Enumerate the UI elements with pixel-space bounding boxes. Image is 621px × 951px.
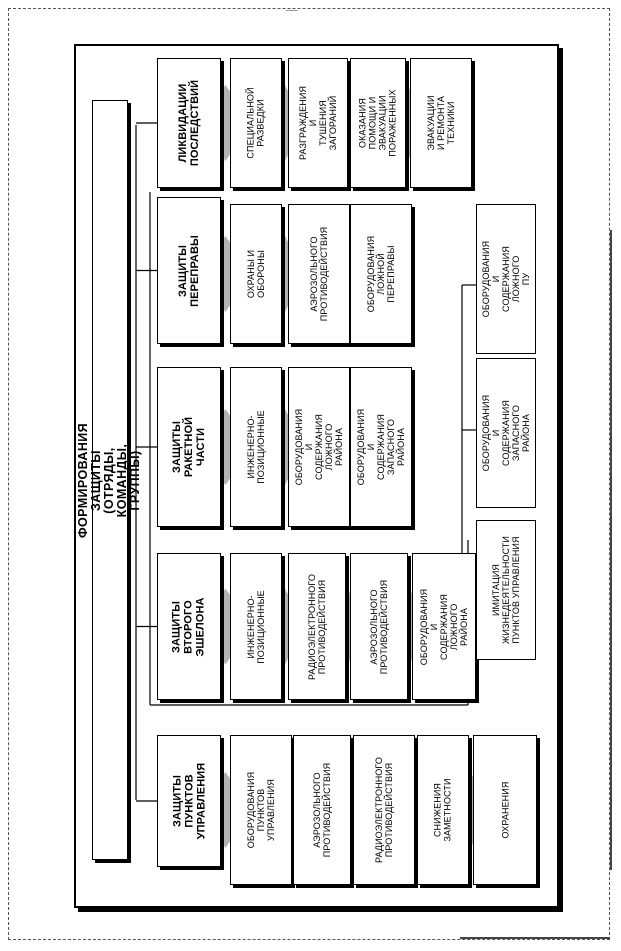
column-3-item-0 [230,204,282,344]
column-1-item-1-label: РАДИОЭЛЕКТРОННОГО ПРОТИВОДЕЙСТВИЯ [307,573,327,680]
common-item-1-label: ОБОРУДОВАНИЯ И СОДЕРЖАНИЯ ЗАПАСНОГО РАЙОНА [481,394,531,472]
column-4-item-1-label: РАЗГРАЖДЕНИЯ И ТУШЕНИЯ ЗАГОРАНИЙ [298,85,338,161]
common-item-1 [476,358,536,508]
column-0-item-2-label: РАДИОЭЛЕКТРОННОГО ПРОТИВОДЕЙСТВИЯ [374,757,394,863]
column-2-head [157,367,221,527]
common-item-0 [476,520,536,660]
column-3-item-2 [350,204,412,344]
column-4-item-2-label: ОКАЗАНИЯ ПОМОЩИ И ЭВАКУАЦИИ ПОРАЖЕННЫХ [358,89,398,157]
diagram-title-box [76,100,143,860]
column-2-item-1-label: ОБОРУДОВАНИЯ И СОДЕРЖАНИЯ ЛОЖНОГО РАЙОНА [294,408,344,486]
column-3-item-1 [288,204,350,344]
common-item-2-label: ОБОРУДОВАНИЯ И СОДЕРЖАНИЯ ЛОЖНОГО ПУ [481,240,531,318]
column-2-item-2-label: ОБОРУДОВАНИЯ И СОДЕРЖАНИЯ ЗАПАСНОГО РАЙОНА [356,408,406,486]
column-0-item-2 [353,735,415,885]
column-1-item-2 [350,553,408,700]
column-3-item-0-label: ОХРАНЫ И ОБОРОНЫ [246,249,266,299]
column-0-item-0 [230,735,292,885]
column-1-item-2-label: АЭРОЗОЛЬНОГО ПРОТИВОДЕЙСТВИЯ [369,579,390,674]
common-item-0-label: ИМИТАЦИЯ ЖИЗНЕДЕЯТЕЛЬНОСТИ ПУНКТОВ УПРАВЛЕНИЯ [491,536,521,644]
column-4-item-0 [230,58,282,188]
column-4-head-label: ЛИКВИДАЦИИ ПОСЛЕДСТВИЙ [177,79,201,167]
column-3-head-label: ЗАЩИТЫ ПЕРЕПРАВЫ [177,234,202,307]
column-2-item-0-label: ИНЖЕНЕРНО- ПОЗИЦИОННЫЕ [246,410,267,484]
column-0-item-3-label: СНИЖЕНИЯ ЗАМЕТНОСТИ [433,778,454,842]
column-2-item-0 [230,367,282,527]
column-0-item-4 [473,735,537,885]
column-4-item-3-label: ЭВАКУАЦИИ И РЕМОНТА ТЕХНИКИ [426,95,456,151]
column-1-item-0 [230,553,282,700]
column-1-item-1 [288,553,346,700]
column-1-item-3 [412,553,476,700]
column-2-item-1 [288,367,350,527]
column-4-item-2 [350,58,406,188]
column-0-item-0-label: ОБОРУДОВАНИЯ ПУНКТОВ УПРАВЛЕНИЯ [246,771,276,849]
column-1-item-0-label: ИНЖЕНЕРНО- ПОЗИЦИОННЫЕ [246,589,267,664]
column-4-head [157,58,221,188]
column-0-item-1-label: АЭРОЗОЛЬНОГО ПРОТИВОДЕЙСТВИЯ [312,762,333,858]
column-0-item-1 [293,735,351,885]
column-1-head-label: ЗАЩИТЫ ВТОРОГО ЭШЕЛОНА [171,596,207,657]
column-3-head [157,197,221,344]
column-4-item-3 [410,58,472,188]
column-1-head [157,553,221,700]
column-3-item-2-label: ОБОРУДОВАНИЯ ЛОЖНОЙ ПЕРЕПРАВЫ [366,235,396,313]
column-0-item-4-label: ОХРАНЕНИЯ [500,781,510,839]
column-3-item-1-label: АЭРОЗОЛЬНОГО ПРОТИВОДЕЙСТВИЯ [309,226,330,322]
column-2-head-label: ЗАЩИТЫ РАКЕТНОЙ ЧАСТИ [170,416,207,478]
column-1-item-3-label: ОБОРУДОВАНИЯ И СОДЕРЖАНИЯ ЛОЖНОГО РАЙОНА [419,588,469,665]
diagram-title: ФОРМИРОВАНИЯ ЗАЩИТЫ (ОТРЯДЫ, КОМАНДЫ, ГРУППЫ) [76,422,143,538]
column-2-item-2 [350,367,412,527]
common-item-2 [476,204,536,354]
column-4-item-0-label: СПЕЦИАЛЬНОЙ РАЗВЕДКИ [246,87,266,159]
column-4-item-1 [288,58,348,188]
column-0-head [157,735,221,867]
column-0-item-3 [417,735,469,885]
column-0-head-label: ЗАЩИТЫ ПУНКТОВ УПРАВЛЕНИЯ [171,762,208,840]
